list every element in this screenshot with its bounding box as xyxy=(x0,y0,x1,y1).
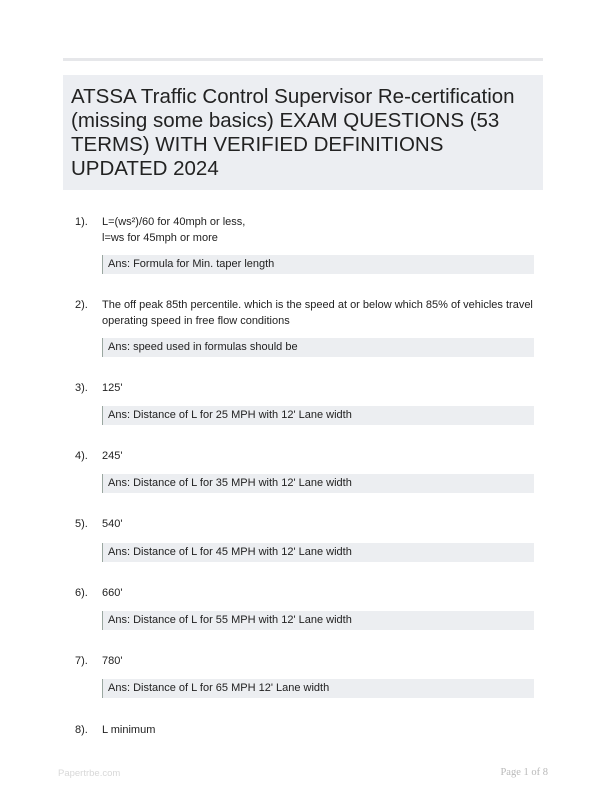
question-line: 245' xyxy=(102,450,123,462)
question-number: 1). xyxy=(75,216,88,228)
answer-box: Ans: Formula for Min. taper length xyxy=(102,255,534,274)
page-indicator: Page 1 of 8 xyxy=(500,767,548,778)
question-line: L minimum xyxy=(102,724,156,736)
question-line: 540' xyxy=(102,518,123,530)
question-text xyxy=(102,214,542,246)
question-number: 7). xyxy=(75,655,88,667)
question-line: 780' xyxy=(102,655,123,667)
question-line: L=(ws²)/60 for 40mph or less, xyxy=(102,216,246,228)
answer-box: Ans: Distance of L for 35 MPH with 12' Lane width xyxy=(102,474,534,493)
question-line: 660' xyxy=(102,587,123,599)
question-text xyxy=(102,448,542,464)
question-text xyxy=(102,722,542,738)
answer-box: Ans: Distance of L for 55 MPH with 12' Lane width xyxy=(102,611,534,630)
answer-box: Ans: Distance of L for 25 MPH with 12' Lane width xyxy=(102,406,534,425)
answer-box: Ans: speed used in formulas should be xyxy=(102,338,534,357)
top-divider xyxy=(63,58,543,61)
question-text xyxy=(102,516,542,532)
title-banner xyxy=(63,75,543,190)
question-line: The off peak 85th percentile. which is the speed at or below which 85% of vehicles travel xyxy=(102,299,533,311)
question-text xyxy=(102,297,542,329)
question-text xyxy=(102,653,542,669)
answer-box: Ans: Distance of L for 65 MPH 12' Lane width xyxy=(102,679,534,698)
question-number: 3). xyxy=(75,382,88,394)
document-title: ATSSA Traffic Control Supervisor Re-certification (missing some basics) EXAM QUESTIONS (53 TERMS) WITH VERIFIED DEFINITIONS UPDATED 2024 xyxy=(71,85,515,180)
question-line: l=ws for 45mph or more xyxy=(102,232,218,244)
question-number: 5). xyxy=(75,518,88,530)
question-number: 8). xyxy=(75,724,88,736)
question-text xyxy=(102,585,542,601)
question-number: 4). xyxy=(75,450,88,462)
question-line: operating speed in free flow conditions xyxy=(102,315,290,327)
answer-box: Ans: Distance of L for 45 MPH with 12' Lane width xyxy=(102,543,534,562)
question-number: 2). xyxy=(75,299,88,311)
footer-watermark: Papertrbe.com xyxy=(58,768,121,779)
question-number: 6). xyxy=(75,587,88,599)
question-line: 125' xyxy=(102,382,123,394)
question-text xyxy=(102,380,542,396)
